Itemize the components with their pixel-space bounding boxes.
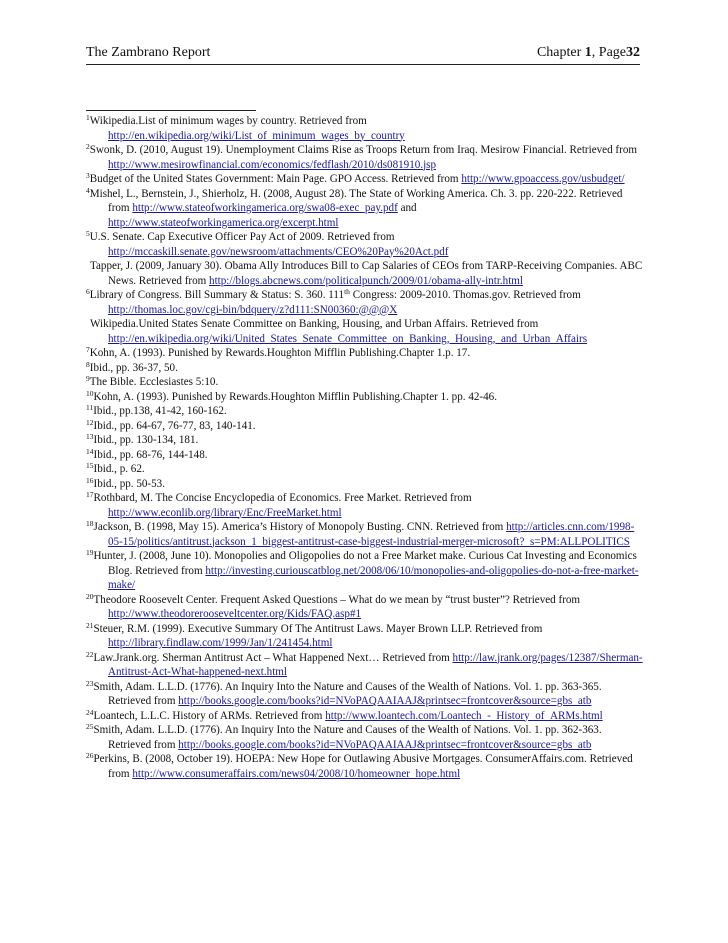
reference-link[interactable]: http://www.loantech.com/Loantech_-_History_of_ARMs.html	[325, 709, 603, 722]
footnote-number: 16	[86, 475, 94, 485]
footnote-number: 19	[86, 548, 94, 557]
footnote-item	[86, 187, 646, 231]
footnote-item	[86, 114, 646, 143]
footnotes-list	[86, 114, 646, 781]
footnote-item	[86, 346, 646, 361]
footnote-item	[86, 622, 646, 651]
footnote-number: 24	[86, 707, 94, 717]
footnote-number: 13	[86, 432, 94, 441]
footnote-text: Wikipedia.United States Senate Committee on Banking, Housing, and Urban Affairs. Retrieved from	[90, 318, 539, 330]
footnote-text: Ibid., pp.138, 41-42, 160-162.	[93, 405, 227, 417]
footnote-text: Ibid., pp. 36-37, 50.	[89, 361, 178, 374]
footnote-text: Ibid., pp. 68-76, 144-148.	[93, 448, 208, 461]
footnote-item	[86, 230, 646, 259]
reference-link[interactable]: http://www.consumeraffairs.com/news04/2008/10/homeowner_hope.html	[132, 767, 461, 780]
reference-link[interactable]: http://www.econlib.org/library/Enc/FreeMarket.html	[108, 506, 342, 519]
reference-link[interactable]: http://www.mesirowfinancial.com/economics/fedflash/2010/ds081910.jsp	[108, 158, 437, 171]
footnote-item	[86, 375, 646, 390]
chapter-prefix: Chapter	[536, 45, 585, 60]
reference-link[interactable]: http://books.google.com/books?id=NVoPAQAAIAAJ&printsec=frontcover&source=gbs_atb	[178, 738, 592, 751]
footnote-item	[86, 419, 646, 434]
footnote-item	[86, 651, 646, 680]
footnote-item	[86, 593, 646, 622]
footnote-text: U.S. Senate. Cap Executive Officer Pay Act of 2009. Retrieved from	[89, 231, 395, 243]
footnote-text: Wikipedia.List of minimum wages by country. Retrieved from	[89, 115, 367, 127]
footnote-item	[86, 143, 646, 172]
footnote-item	[86, 752, 646, 781]
page-header	[86, 44, 640, 65]
footnote-item	[86, 317, 646, 346]
footnote-number: 23	[86, 678, 94, 688]
reference-link[interactable]: http://law.jrank.org/pages/12387/Sherman-Antitrust-Act-What-happened-next.html	[108, 651, 643, 678]
footnote-item	[86, 448, 646, 463]
footnote-item	[86, 549, 646, 593]
footnote-text: Law.Jrank.org. Sherman Antitrust Act – What Happened Next… Retrieved from	[93, 651, 453, 664]
footnote-text: and	[397, 202, 417, 214]
reference-link[interactable]: http://investing.curiouscatblog.net/2008/06/10/monopolies-and-oligopolies-do-not-a-free-market-make/	[108, 564, 639, 591]
footnote-number: 26	[86, 751, 94, 760]
reference-link[interactable]: http://mccaskill.senate.gov/newsroom/attachments/CEO%20Pay%20Act.pdf	[108, 245, 449, 258]
footnote-text: Ibid., pp. 50-53.	[93, 477, 165, 490]
report-title: The Zambrano Report	[86, 45, 211, 60]
footnote-number: 20	[86, 591, 94, 601]
reference-link[interactable]: http://library.findlaw.com/1999/Jan/1/241454.html	[108, 637, 333, 649]
footnote-number: 21	[86, 620, 94, 630]
page-number: 32	[626, 45, 640, 60]
chapter-number: 1	[584, 45, 592, 60]
footnote-number: 11	[86, 403, 94, 412]
reference-link[interactable]: http://www.stateofworkingamerica.org/excerpt.html	[108, 216, 339, 229]
reference-link[interactable]: http://www.stateofworkingamerica.org/swa08-exec_pay.pdf	[132, 202, 398, 214]
footnote-separator	[86, 110, 256, 111]
footnote-number: 25	[86, 722, 94, 731]
footnote-item	[86, 259, 646, 288]
footnote-item	[86, 288, 646, 317]
reference-link[interactable]: http://www.gpoaccess.gov/usbudget/	[461, 173, 625, 185]
footnote-text: Congress: 2009-2010. Thomas.gov. Retrieved from	[349, 289, 581, 301]
footnote-item	[86, 361, 646, 376]
footnote-text: Smith, Adam. L.L.D. (1776). An Inquiry Into the Nature and Causes of the Wealth of Nations. Vol. 1. pp. 363-365. Retrieved from	[93, 680, 602, 707]
footnote-number: 10	[86, 388, 94, 398]
reference-link[interactable]: http://articles.cnn.com/1998-05-15/politics/antitrust.jackson_1_biggest-antitrust-case-biggest-industrial-merger-microsoft?_s=PM:ALLPOLITICS	[108, 521, 635, 548]
footnote-number: 12	[86, 417, 94, 427]
footnote-text: Theodore Roosevelt Center. Frequent Asked Questions – What do we mean by “trust buster”? Retrieved from	[93, 593, 581, 606]
footnote-text: Steuer, R.M. (1999). Executive Summary Of The Antitrust Laws. Mayer Brown LLP. Retrieved from	[93, 622, 543, 635]
footnote-number: 8	[86, 359, 90, 369]
footnote-item	[86, 520, 646, 549]
footnote-text: Library of Congress. Bill Summary & Status: S. 360. 111	[89, 289, 345, 301]
footnote-number: 5	[86, 229, 90, 238]
footnote-item	[86, 709, 646, 724]
footnote-item	[86, 433, 646, 448]
reference-link[interactable]: http://en.wikipedia.org/wiki/List_of_minimum_wages_by_country	[108, 129, 405, 142]
footnote-text: Jackson, B. (1998, May 15). America’s History of Monopoly Busting. CNN. Retrieved from	[93, 521, 507, 533]
footnote-text: The Bible. Ecclesiastes 5:10.	[89, 376, 219, 388]
footnote-text: Hunter, J. (2008, June 10). Monopolies and Oligopolies do not a Free Market make. Curious Cat Investing and Economics Blog. Retrieved from	[93, 550, 637, 577]
ordinal-suffix: th	[344, 287, 350, 296]
footnote-number: 17	[86, 490, 94, 499]
page-prefix: , Page	[591, 45, 626, 60]
reference-link[interactable]: http://blogs.abcnews.com/politicalpunch/2009/01/obama-ally-intr.html	[209, 274, 524, 287]
reference-link[interactable]: http://en.wikipedia.org/wiki/United_States_Senate_Committee_on_Banking,_Housing,_and_Urban_Affairs	[108, 332, 588, 345]
footnote-number: 2	[86, 142, 90, 151]
reference-link[interactable]: http://thomas.loc.gov/cgi-bin/bdquery/z?d111:SN00360:@@@X	[108, 303, 398, 316]
footnote-number: 14	[86, 446, 94, 456]
footnote-number: 1	[86, 113, 90, 122]
footnote-text: Ibid., pp. 64-67, 76-77, 83, 140-141.	[93, 419, 256, 432]
footnote-text: Swonk, D. (2010, August 19). Unemployment Claims Rise as Troops Return from Iraq. Mesirow Financial. Retrieved from	[89, 144, 637, 156]
footnote-text: Ibid., p. 62.	[93, 463, 145, 475]
footnote-item	[86, 680, 646, 709]
footnote-text: Smith, Adam. L.L.D. (1776). An Inquiry Into the Nature and Causes of the Wealth of Nations. Vol. 1. pp. 362-363. Retrieved from	[93, 724, 602, 751]
reference-link[interactable]: http://www.theodorerooseveltcenter.org/Kids/FAQ.asp#1	[108, 608, 362, 620]
footnote-text: Tapper, J. (2009, January 30). Obama Ally Introduces Bill to Cap Salaries of CEOs from TARP-Receiving Companies. ABC News. Retrieved from	[90, 260, 643, 287]
footnote-number: 3	[86, 171, 90, 180]
footnote-number: 22	[86, 649, 94, 659]
footnote-text: Loantech, L.L.C. History of ARMs. Retrieved from	[93, 709, 326, 722]
footnote-number: 15	[86, 461, 94, 470]
footnote-item	[86, 723, 646, 752]
footnote-item	[86, 172, 646, 187]
footnote-text: Perkins, B. (2008, October 19). HOEPA: New Hope for Outlawing Abusive Mortgages. ConsumerAffairs.com. Retrieved from	[93, 753, 633, 780]
footnote-item	[86, 477, 646, 492]
footnote-number: 9	[86, 374, 90, 383]
footnote-item	[86, 462, 646, 477]
reference-link[interactable]: http://books.google.com/books?id=NVoPAQAAIAAJ&printsec=frontcover&source=gbs_atb	[178, 695, 592, 707]
footnote-text: Kohn, A. (1993). Punished by Rewards.Houghton Mifflin Publishing.Chapter 1. pp. 42-46.	[93, 390, 497, 403]
chapter-page-label	[537, 44, 640, 62]
footnote-number: 6	[86, 287, 90, 296]
footnote-text: Mishel, L., Bernstein, J., Shierholz, H. (2008, August 28). The State of Working America. Ch. 3. pp. 220-222. Retrieved from	[89, 187, 623, 214]
footnote-text: Rothbard, M. The Concise Encyclopedia of Economics. Free Market. Retrieved from	[93, 492, 472, 504]
footnote-number: 4	[86, 185, 90, 195]
footnote-item	[86, 404, 646, 419]
footnote-text: Ibid., pp. 130-134, 181.	[93, 434, 199, 446]
footnote-item	[86, 491, 646, 520]
footnote-number: 7	[86, 345, 90, 354]
footnote-text: Budget of the United States Government: Main Page. GPO Access. Retrieved from	[89, 173, 462, 185]
footnote-text: Kohn, A. (1993). Punished by Rewards.Houghton Mifflin Publishing.Chapter 1.p. 17.	[89, 347, 471, 359]
footnote-number: 18	[86, 519, 94, 528]
footnote-item	[86, 390, 646, 405]
